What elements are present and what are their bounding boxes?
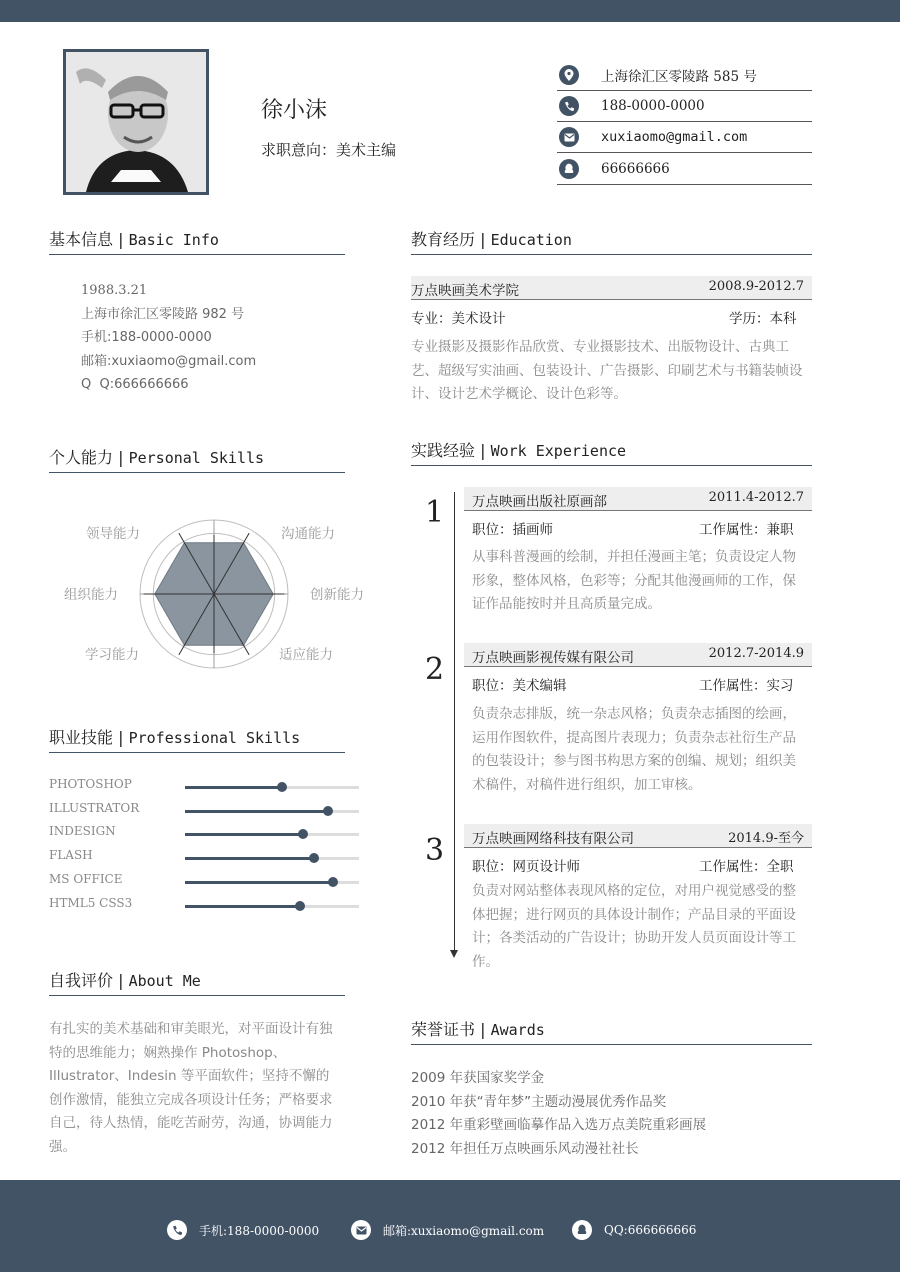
job-company: 万点映画影视传媒有限公司 [472, 650, 634, 666]
contact-qq [557, 154, 812, 185]
candidate-name: 徐小沫 [261, 98, 328, 123]
job-period: 2014.9-至今 [728, 831, 804, 846]
education-period: 2008.9-2012.7 [708, 279, 804, 294]
skill-label-organization: 组织能力 [64, 587, 118, 603]
email: 邮箱:xuxiaomo@gmail.com [81, 353, 257, 369]
skill-row [49, 848, 361, 866]
skill-label-adaptability: 适应能力 [279, 647, 333, 663]
job-type: 工作属性：全职 [699, 859, 794, 875]
skill-label-innovation: 创新能力 [310, 587, 364, 603]
award-item: 2012 年担任万点映画乐风动漫社社长 [411, 1140, 639, 1157]
about-me-title: 自我评价 | About Me [49, 968, 345, 996]
skill-name: ILLUSTRATOR [49, 800, 140, 815]
qq-icon [559, 159, 579, 179]
address-text: 上海徐汇区零陵路 585 号 [601, 69, 757, 85]
school-name: 万点映画美术学院 [411, 283, 519, 299]
skill-bar-knob [277, 782, 287, 792]
email-text: xuxiaomo@gmail.com [601, 129, 748, 145]
skill-label-leadership: 领导能力 [86, 526, 140, 542]
footer-qq: QQ:666666666 [572, 1220, 696, 1240]
basic-info-title: 基本信息 | Basic Info [49, 227, 345, 255]
education-desc: 专业摄影及摄影作品欣赏、专业摄影技术、出版物设计、古典工艺、超级写实油画、包装设计、广告摄影、印刷艺术与书籍装帧设计、设计艺术学概论、设计色彩等。 [411, 339, 803, 402]
skill-row [49, 801, 361, 819]
about-me-text: 有扎实的美术基础和审美眼光，对平面设计有独特的思维能力；娴熟操作 Photoshop、Illustrator、Indesin 等平面软件；坚持不懈的创作激情，能独立完成各项设计任务；严格要求自己，待人热情，能吃苦耐劳，沟通，协调能力强。 [49, 1021, 333, 1155]
job-number: 1 [425, 495, 445, 530]
footer-phone: 手机:188-0000-0000 [167, 1220, 319, 1240]
mail-icon [559, 127, 579, 147]
timeline-line [454, 492, 455, 952]
job-desc: 从事科普漫画的绘制，并担任漫画主笔；负责设定人物形象，整体风格，色彩等；分配其他漫画师的工作，保证作品能按时并且高质量完成。 [472, 549, 796, 612]
skill-row [49, 872, 361, 890]
job-intent: 求职意向：美术主编 [261, 141, 397, 159]
skill-row [49, 777, 361, 795]
skill-bar-knob [328, 877, 338, 887]
contact-address [557, 60, 812, 91]
footer-bar [0, 1180, 900, 1272]
skill-name: FLASH [49, 848, 93, 863]
skill-row [49, 824, 361, 842]
skill-name: PHOTOSHOP [49, 777, 132, 791]
job-position: 职位：美术编辑 [472, 678, 567, 694]
job-header [464, 643, 812, 667]
contact-phone [557, 91, 812, 122]
contact-email [557, 122, 812, 153]
phone-icon [559, 96, 579, 116]
mobile: 手机:188-0000-0000 [81, 330, 212, 345]
personal-skills-title: 个人能力 | Personal Skills [49, 445, 345, 473]
qq: Q Q:666666666 [81, 377, 189, 392]
skill-bar-fill [185, 833, 303, 836]
top-bar [0, 0, 900, 22]
skill-bar-fill [185, 857, 314, 860]
phone-text: 188-0000-0000 [601, 98, 705, 114]
job-desc: 负责对网站整体表现风格的定位，对用户视觉感受的整体把握；进行网页的具体设计制作；产品目录的平面设计；各类活动的广告设计；协助开发人员页面设计等工作。 [472, 883, 796, 970]
location-icon [559, 65, 579, 85]
award-item: 2009 年获国家奖学金 [411, 1070, 545, 1086]
skill-name: MS OFFICE [49, 871, 123, 886]
footer-email: 邮箱:xuxiaomo@gmail.com [351, 1220, 544, 1240]
qq-text: 66666666 [601, 161, 670, 177]
job-header [464, 487, 812, 511]
education-major: 专业：美术设计 [411, 311, 506, 327]
awards-list [411, 1067, 706, 1161]
skill-bar-knob [309, 853, 319, 863]
skill-bar-fill [185, 786, 282, 789]
job-period: 2011.4-2012.7 [708, 490, 804, 505]
job-period: 2012.7-2014.9 [708, 646, 804, 661]
job-company: 万点映画网络科技有限公司 [472, 831, 634, 847]
awards-title: 荣誉证书 | Awards [411, 1017, 812, 1045]
award-item: 2012 年重彩壁画临摹作品入选万点美院重彩画展 [411, 1117, 707, 1133]
skill-name: HTML5 CSS3 [49, 895, 133, 910]
basic-info-list [81, 279, 256, 397]
job-desc: 负责杂志排版，统一杂志风格；负责杂志插图的绘画，运用作图软件，提高图片表现力；负责杂志社衍生产品的包装设计；参与图书构思方案的创编、规划；组织美术稿件，对稿件进行组织，加工审核。 [472, 706, 796, 793]
mail-icon [351, 1220, 371, 1240]
job-header [464, 824, 812, 848]
job-number: 3 [425, 833, 445, 868]
skill-name: INDESIGN [49, 824, 116, 839]
job-type: 工作属性：实习 [699, 678, 794, 694]
skills-radar-chart [136, 516, 292, 672]
skill-bar-fill [185, 905, 300, 908]
education-degree: 学历：本科 [729, 311, 797, 327]
job-company: 万点映画出版社原画部 [472, 494, 607, 510]
skill-label-learning: 学习能力 [85, 647, 139, 663]
professional-skills-title: 职业技能 | Professional Skills [49, 725, 345, 753]
job-number: 2 [425, 652, 445, 687]
skill-bar-knob [295, 901, 305, 911]
job-position: 职位：插画师 [472, 522, 553, 538]
skill-bar-knob [298, 829, 308, 839]
qq-icon [572, 1220, 592, 1240]
skill-row [49, 896, 361, 914]
job-type: 工作属性：兼职 [699, 522, 794, 538]
award-item: 2010 年获“青年梦”主题动漫展优秀作品奖 [411, 1093, 667, 1110]
job-position: 职位：网页设计师 [472, 859, 580, 875]
phone-icon [167, 1220, 187, 1240]
home-address: 上海市徐汇区零陵路 982 号 [81, 306, 245, 322]
timeline-arrow [450, 950, 458, 958]
work-experience-title: 实践经验 | Work Experience [411, 438, 812, 466]
education-header [411, 276, 812, 300]
education-title: 教育经历 | Education [411, 227, 812, 255]
skill-bar-knob [323, 806, 333, 816]
skill-bar-fill [185, 881, 333, 884]
birth-date: 1988.3.21 [81, 283, 148, 298]
profile-photo [63, 49, 209, 195]
skill-bar-fill [185, 810, 328, 813]
skill-label-communication: 沟通能力 [281, 526, 335, 542]
